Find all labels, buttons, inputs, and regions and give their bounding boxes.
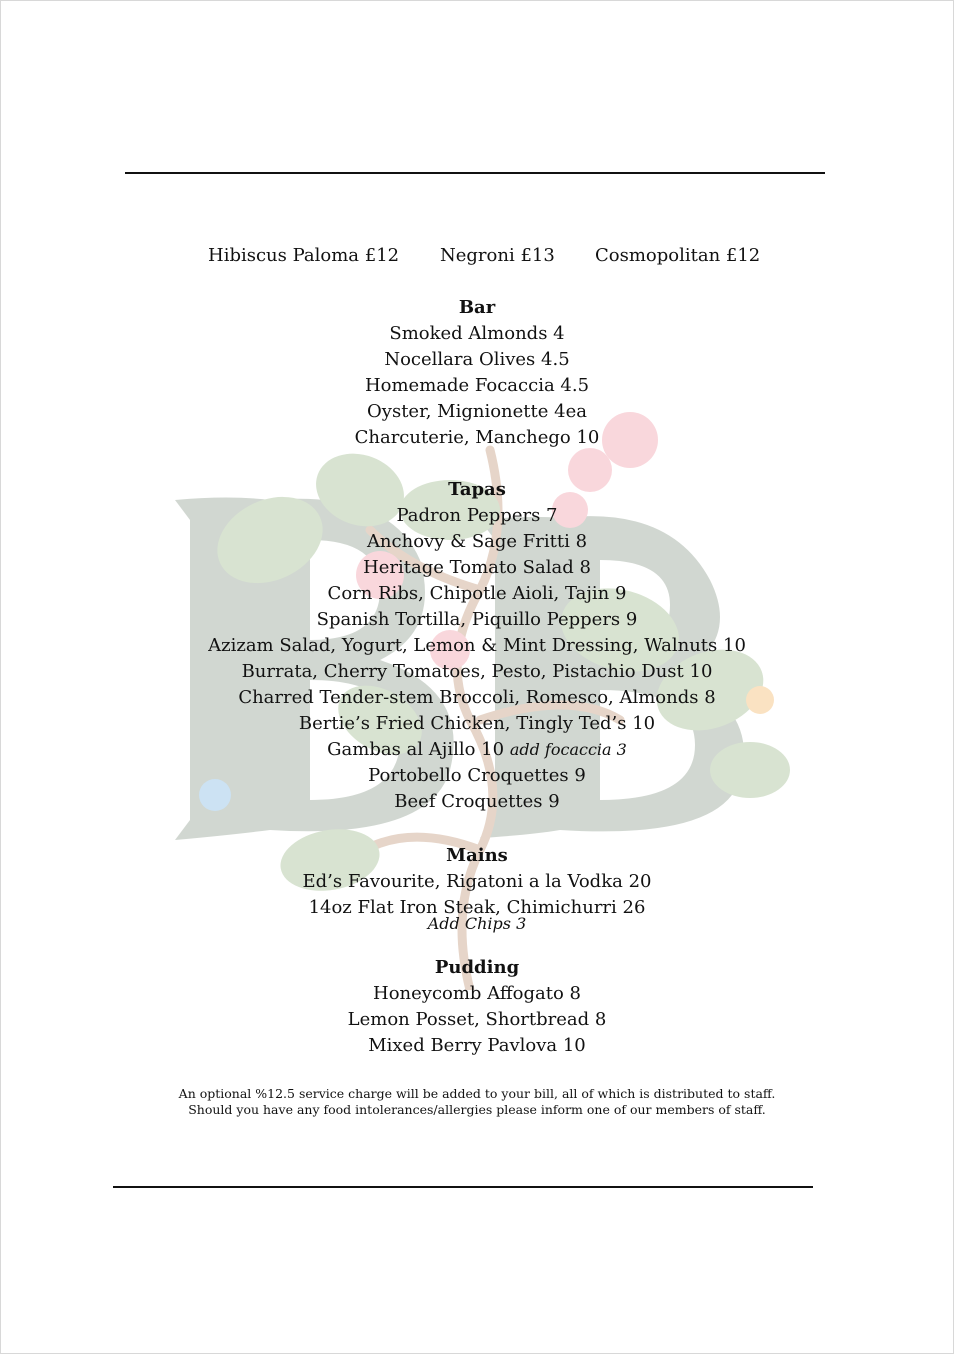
menu-item: 14oz Flat Iron Steak, Chimichurri 26: [308, 897, 646, 918]
menu-item: Beef Croquettes 9: [394, 791, 560, 812]
menu-item: Lemon Posset, Shortbread 8: [347, 1009, 607, 1030]
section-heading: Pudding: [434, 957, 520, 978]
section-pudding: [0, 955, 954, 1059]
service-charge-note: An optional %12.5 service charge will be added to your bill, all of which is distributed to staff.: [178, 1086, 776, 1101]
menu-item: Padron Peppers 7: [396, 505, 558, 526]
section-tapas: [0, 477, 954, 815]
menu-item: Bertie’s Fried Chicken, Tingly Ted’s 10: [298, 713, 656, 734]
menu-item-addon: add focaccia 3: [509, 740, 627, 759]
menu-item: Burrata, Cherry Tomatoes, Pesto, Pistachio Dust 10: [241, 661, 713, 682]
menu-item: Heritage Tomato Salad 8: [363, 557, 591, 578]
allergy-note: Should you have any food intolerances/allergies please inform one of our members of staff.: [188, 1102, 766, 1117]
bottom-rule: [113, 1186, 813, 1188]
footer-notice: [0, 1086, 954, 1118]
cocktail-item: Negroni £13: [440, 245, 555, 266]
section-mains: [0, 843, 954, 933]
menu-item: Anchovy & Sage Fritti 8: [366, 531, 588, 552]
section-bar: [0, 295, 954, 451]
menu-item: Honeycomb Affogato 8: [373, 983, 581, 1004]
cocktail-item: Hibiscus Paloma £12: [208, 245, 400, 266]
menu-item: Portobello Croquettes 9: [368, 765, 586, 786]
menu-item: Nocellara Olives 4.5: [384, 349, 570, 370]
menu-item: Azizam Salad, Yogurt, Lemon & Mint Dressing, Walnuts 10: [208, 635, 746, 656]
menu-item: Spanish Tortilla, Piquillo Peppers 9: [316, 609, 638, 630]
menu-item-gambas: [0, 737, 954, 763]
cocktail-item: Cosmopolitan £12: [595, 245, 761, 266]
menu-item: Mixed Berry Pavlova 10: [368, 1035, 586, 1056]
menu-item: Smoked Almonds 4: [389, 323, 565, 344]
menu-item: Charred Tender-stem Broccoli, Romesco, Almonds 8: [238, 687, 716, 708]
menu-item: Corn Ribs, Chipotle Aioli, Tajin 9: [327, 583, 627, 604]
menu-item: Charcuterie, Manchego 10: [354, 427, 600, 448]
section-heading: Mains: [446, 845, 508, 866]
menu-item: Ed’s Favourite, Rigatoni a la Vodka 20: [302, 871, 652, 892]
top-rule: [125, 172, 825, 174]
section-heading: Tapas: [448, 479, 506, 500]
menu-item-label: Gambas al Ajillo 10: [327, 739, 505, 760]
menu-item: Oyster, Mignionette 4ea: [367, 401, 587, 422]
menu-item: Homemade Focaccia 4.5: [364, 375, 590, 396]
menu-item-note: Add Chips 3: [427, 914, 527, 933]
section-heading: Bar: [458, 297, 496, 318]
cocktail-row: [0, 243, 954, 269]
